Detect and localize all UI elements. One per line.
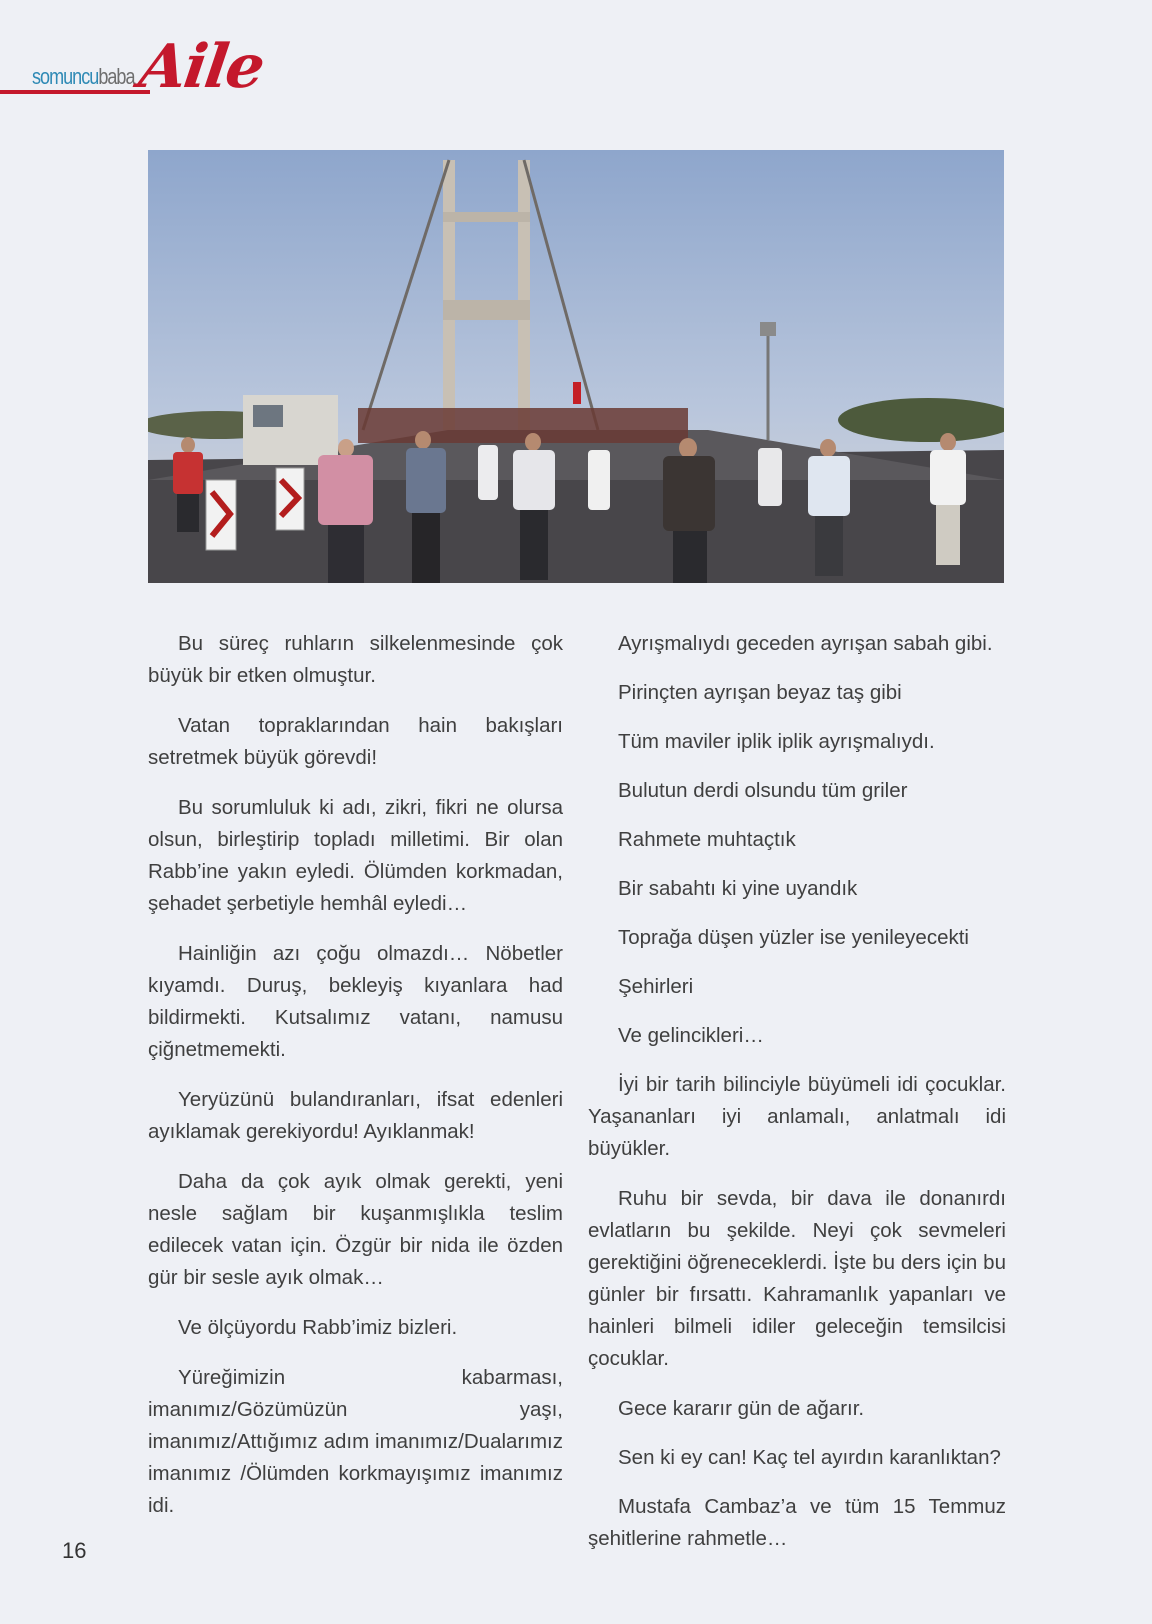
photo-illustration [148,150,1004,583]
verse-line: Şehirleri [618,975,694,998]
verse-line: Ayrışmalıydı geceden ayrışan sabah gibi. [618,632,993,655]
paragraph: Ve ölçüyordu Rabb’imiz bizleri. [178,1316,458,1339]
left-text-column [148,628,563,1540]
brand-wordmark-part1: somuncu [32,64,99,89]
verse-line: Ve gelincikleri… [618,1024,764,1047]
paragraph: Bu sorumluluk ki adı, zikri, fikri ne olursa olsun, birleştirip topladı milletimi. Bir olan Rabb’ine yakın eyledi. Ölümden korkmadan, şehadet şerbetiyle hemhâl eyledi… [148,796,563,915]
paragraph: Hainliğin azı çoğu olmazdı… Nöbetler kıyamdı. Duruş, bekleyiş kıyanlara had bildirmekti. Kutsalımız vatanı, namusu çiğnetmemekti. [148,942,563,1061]
verse-line: Tüm maviler iplik iplik ayrışmalıydı. [618,730,935,753]
verse-line: Rahmete muhtaçtık [618,828,796,851]
paragraph: Yeryüzünü bulandıranları, ifsat edenleri ayıklamak gerekiyordu! Ayıklanmak! [148,1088,563,1143]
verse-line: Toprağa düşen yüzler ise yenileyecekti [618,926,969,949]
paragraph: Ruhu bir sevda, bir dava ile donanırdı evlatların bu şekilde. Neyi çok sevmeleri gerektiğini öğreneceklerdi. İşte bu ders için bu günler bir fırsattı. Kahramanlık yapanları ve hainleri bilmeli idiler geleceğin temsilcisi çocuklar. [588,1187,1006,1370]
bridge-crowd-photo [148,150,1004,583]
paragraph: İyi bir tarih bilinciyle büyümeli idi çocuklar. Yaşananları iyi anlamalı, anlatmalı idi büyükler. [588,1073,1006,1160]
paragraph: Bu süreç ruhların silkelenmesinde çok büyük bir etken olmuştur. [148,632,563,687]
verse-line: Bir sabahtı ki yine uyandık [618,877,858,900]
paragraph: Yüreğimizin kabarması, imanımız/Gözümüzün yaşı, imanımız/Attığımız adım imanımız/Dualarımız imanımız /Ölümden korkmayışımız imanımız idi. [148,1366,563,1517]
verse-line: Sen ki ey can! Kaç tel ayırdın karanlıktan? [618,1446,1001,1469]
brand-underline [0,90,150,94]
verse-line: Gece kararır gün de ağarır. [618,1397,865,1420]
paragraph: Vatan topraklarından hain bakışları setretmek büyük görevdi! [148,714,563,769]
brand-wordmark [32,64,135,90]
verse-line: Bulutun derdi olsundu tüm griler [618,779,908,802]
brand-script-title: Aile [135,32,268,102]
right-text-column [588,628,1006,1573]
dedication: Mustafa Cambaz’a ve tüm 15 Temmuz şehitlerine rahmetle… [588,1495,1006,1550]
page-number: 16 [62,1538,87,1563]
brand-wordmark-part2: baba [98,64,135,89]
verse-line: Pirinçten ayrışan beyaz taş gibi [618,681,902,704]
paragraph: Daha da çok ayık olmak gerekti, yeni nesle sağlam bir kuşanmışlıkla teslim edilecek vatan için. Özgür bir nida ile özden gür bir sesle ayık olmak… [148,1170,563,1289]
brand-logo [0,32,268,110]
